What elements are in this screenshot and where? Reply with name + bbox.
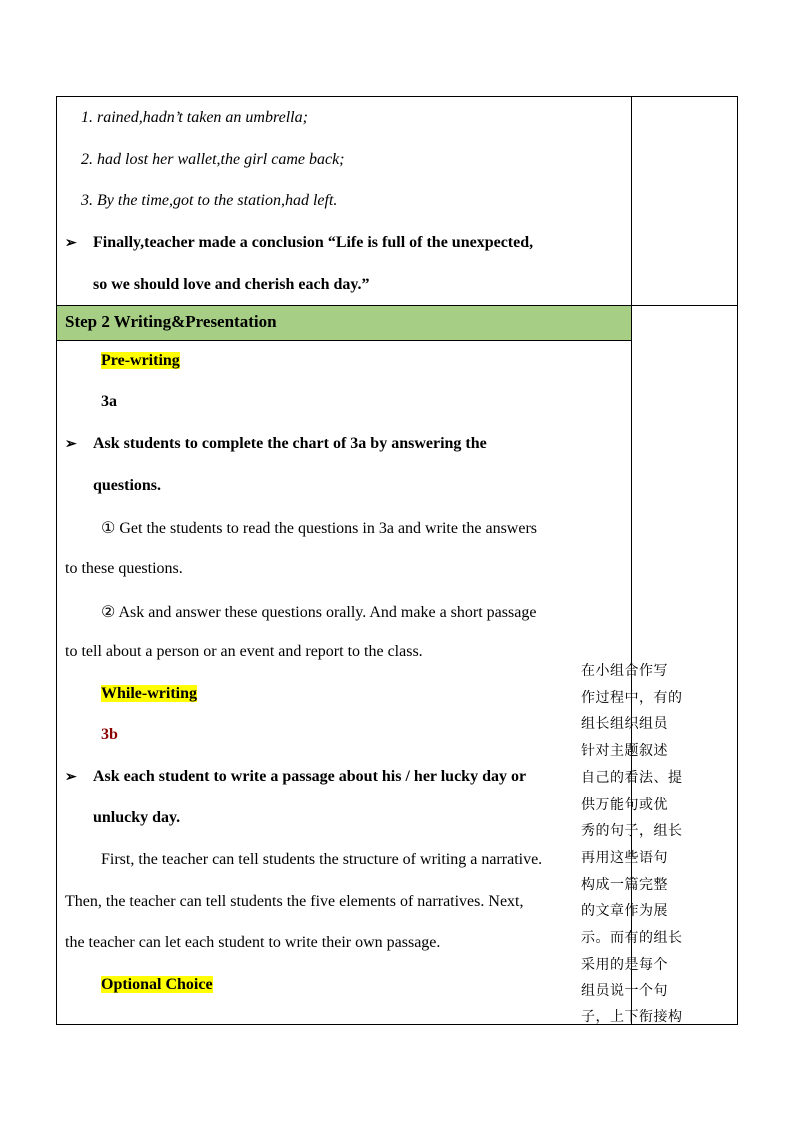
ask-line-1: Ask students to complete the chart of 3a by answering the — [93, 435, 487, 452]
point1-line-2: to these questions. — [65, 560, 183, 577]
header-divider — [57, 340, 631, 341]
note-line: 的文章作为展 — [581, 903, 668, 919]
label-3a: 3a — [101, 393, 117, 410]
note-line: 针对主题叙述 — [581, 743, 668, 759]
conclusion-line-1: Finally,teacher made a conclusion “Life is full of the unexpected, — [93, 234, 534, 251]
bullet-arrow-icon: ➢ — [65, 236, 77, 251]
note-line: 子，上下衔接构 — [581, 1009, 683, 1025]
ask-each-line-1: Ask each student to write a passage about his / her lucky day or — [93, 768, 527, 785]
bullet-arrow-icon: ➢ — [65, 770, 77, 785]
note-line: 再用这些语句 — [581, 850, 668, 866]
intro-item-2: 2. had lost her wallet,the girl came back; — [81, 151, 345, 168]
note-line: 在小组合作写 — [581, 663, 668, 679]
note-line: 构成一篇完整 — [581, 877, 668, 893]
label-3b: 3b — [101, 726, 118, 743]
point1-line-1: ① Get the students to read the questions in 3a and write the answers — [101, 520, 538, 537]
step2-header — [57, 306, 631, 340]
note-line: 自己的看法、提 — [581, 770, 683, 786]
note-line: 组长组织组员 — [581, 716, 668, 732]
bullet-arrow-icon: ➢ — [65, 437, 77, 452]
step2-title: Step 2 Writing&Presentation — [65, 312, 277, 331]
note-line: 示。而有的组长 — [581, 930, 683, 946]
intro-item-1: 1. rained,hadn’t taken an umbrella; — [81, 109, 308, 126]
point2-line-2: to tell about a person or an event and report to the class. — [65, 643, 423, 660]
conclusion-line-2: so we should love and cherish each day.” — [93, 276, 370, 293]
note-line: 供万能句或优 — [581, 797, 668, 813]
ask-line-2: questions. — [93, 477, 162, 494]
point2-line-1: ② Ask and answer these questions orally. And make a short passage — [101, 604, 537, 621]
note-line: 作过程中，有的 — [581, 690, 683, 706]
while-writing-label: While-writing — [101, 685, 197, 702]
optional-choice-label: Optional Choice — [101, 976, 213, 993]
paragraph-line-2: Then, the teacher can tell students the five elements of narratives. Next, — [65, 893, 524, 910]
pre-writing-label: Pre-writing — [101, 352, 180, 369]
paragraph-line-3: the teacher can let each student to write their own passage. — [65, 934, 441, 951]
ask-each-line-2: unlucky day. — [93, 809, 181, 826]
paragraph-line-1: First, the teacher can tell students the structure of writing a narrative. — [101, 851, 543, 868]
note-line: 秀的句子，组长 — [581, 823, 683, 839]
intro-item-3: 3. By the time,got to the station,had left. — [81, 192, 338, 209]
note-line: 采用的是每个 — [581, 957, 668, 973]
note-line: 组员说一个句 — [581, 983, 668, 999]
